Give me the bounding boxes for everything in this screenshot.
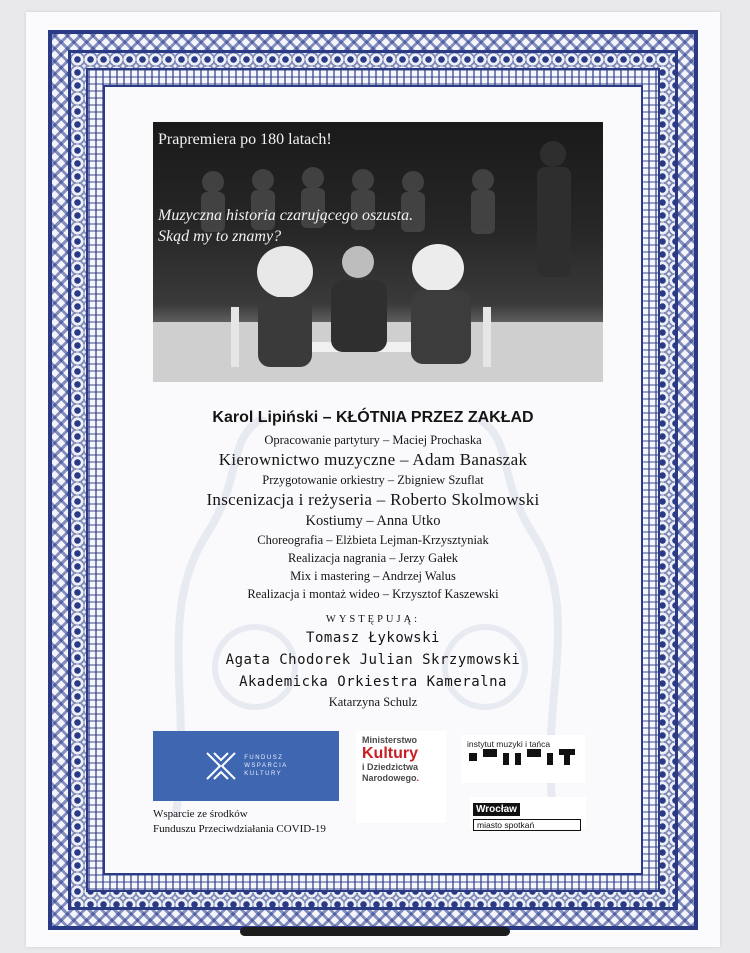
premiere-banner: Prapremiera po 180 latach!	[158, 131, 332, 148]
ministry-line-text: Narodowego	[362, 773, 417, 783]
fwk-line: KULTURY	[244, 771, 283, 777]
cast-name: Julian Skrzymowski	[359, 652, 521, 668]
imit-name: instytut muzyki i tańca	[467, 739, 551, 749]
credit-line: Realizacja i montaż wideo – Krzysztof Kaszewski	[247, 587, 499, 601]
support-line: Funduszu Przeciwdziałania COVID-19	[153, 823, 326, 835]
credit-line: Kostiumy – Anna Utko	[305, 513, 441, 529]
ministry-of-culture-logo	[356, 731, 446, 823]
cast-name: Agata Chodorek	[225, 652, 351, 668]
fwk-line: FUNDUSZ	[244, 755, 284, 761]
credit-line: Przygotowanie orkiestry – Zbigniew Szuflat	[262, 473, 484, 487]
fwk-emblem-icon	[204, 749, 238, 783]
ministry-line	[362, 773, 440, 784]
cast-line: Katarzyna Schulz	[328, 695, 418, 709]
cast-line: Akademicka Orkiestra Kameralna	[239, 674, 507, 690]
cast-heading: WYSTĘPUJĄ:	[325, 614, 421, 625]
credit-line: Inscenizacja i reżyseria – Roberto Skolmowski	[206, 490, 540, 509]
tagline-line-1: Muzyczna historia czarującego oszusta.	[158, 207, 414, 224]
fwk-line: WSPARCIA	[244, 763, 288, 769]
credit-line: Opracowanie partytury – Maciej Prochaska	[264, 433, 482, 447]
performance-photo	[153, 122, 603, 382]
credit-line: Kierownictwo muzyczne – Adam Banaszak	[218, 450, 528, 469]
tagline	[158, 205, 413, 247]
production-title: Karol Lipiński – KŁÓTNIA PRZEZ ZAKŁAD	[212, 409, 534, 426]
ministry-line: Kultury	[362, 745, 418, 762]
cast-line	[105, 649, 641, 671]
credit-line: Choreografia – Elżbieta Lejman-Krzysztyniak	[257, 533, 489, 547]
support-note	[153, 807, 326, 837]
fwk-text	[244, 754, 288, 778]
ministry-line: Ministerstwo	[362, 735, 418, 745]
fundusz-wsparcia-kultury-logo	[153, 731, 339, 801]
cast-line: Tomasz Łykowski	[306, 630, 440, 646]
red-dot-icon: .	[416, 773, 420, 783]
instytut-muzyki-i-tanca-logo	[461, 735, 585, 783]
home-indicator[interactable]	[240, 927, 510, 936]
wroclaw-logo	[470, 797, 586, 829]
wroclaw-slogan: miasto spotkań	[473, 819, 581, 831]
tagline-line-2: Skąd my to znamy?	[158, 228, 282, 245]
credit-line: Realizacja nagrania – Jerzy Gałek	[287, 551, 459, 565]
credits-block	[105, 405, 641, 711]
support-line: Wsparcie ze środków	[153, 808, 248, 820]
ministry-line: i Dziedzictwa	[362, 762, 419, 772]
credit-line: Mix i mastering – Andrzej Walus	[290, 569, 456, 583]
poster-content	[103, 85, 643, 875]
wroclaw-name: Wrocław	[473, 803, 520, 816]
imit-bars-icon	[467, 749, 577, 765]
